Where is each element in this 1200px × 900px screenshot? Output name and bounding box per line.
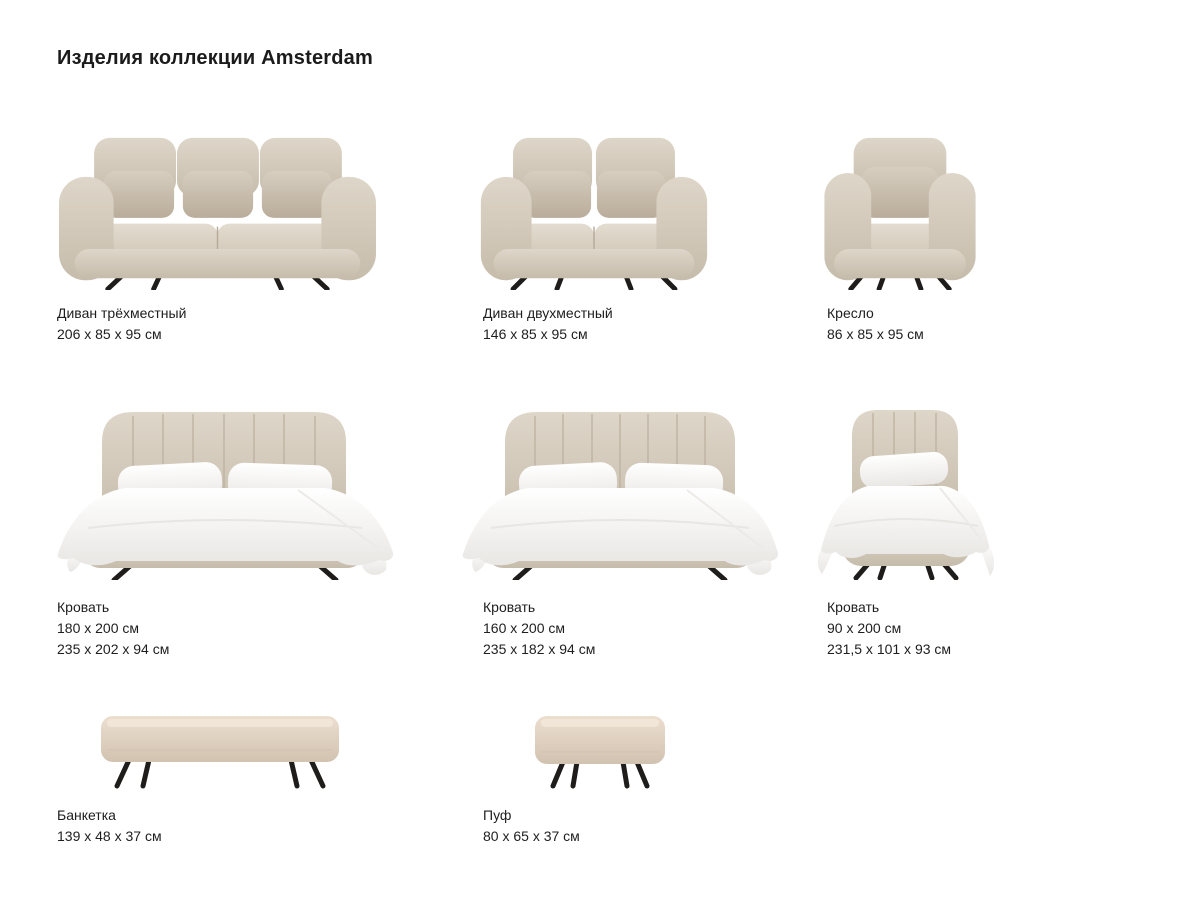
- bed-180-illustration: [48, 408, 402, 580]
- product-dimensions: 235 x 202 x 94 см: [57, 641, 170, 657]
- product-dimensions: 86 x 85 x 95 см: [827, 326, 924, 342]
- product-dimensions: 235 x 182 x 94 см: [483, 641, 596, 657]
- product-sleeping-size: 160 x 200 см: [483, 620, 566, 636]
- bench-illustration: [95, 706, 345, 792]
- sofa-three-seat-illustration: [55, 132, 380, 290]
- product-name: Банкетка: [57, 807, 116, 823]
- product-name: Кресло: [827, 305, 874, 321]
- product-name: Диван двухместный: [483, 305, 613, 321]
- armchair-illustration: [822, 132, 978, 290]
- bed-160-illustration: [455, 408, 785, 580]
- product-name: Пуф: [483, 807, 512, 823]
- product-name: Кровать: [827, 599, 880, 615]
- product-dimensions: 146 x 85 x 95 см: [483, 326, 588, 342]
- bed-90-illustration: [800, 408, 1012, 580]
- product-sleeping-size: 180 x 200 см: [57, 620, 140, 636]
- product-sleeping-size: 90 x 200 см: [827, 620, 902, 636]
- product-name: Диван трёхместный: [57, 305, 187, 321]
- pouf-illustration: [525, 706, 675, 792]
- sofa-two-seat-illustration: [478, 132, 710, 290]
- product-dimensions: 80 x 65 x 37 см: [483, 828, 580, 844]
- page-title: Изделия коллекции Amsterdam: [57, 47, 373, 69]
- product-name: Кровать: [483, 599, 536, 615]
- product-dimensions: 231,5 x 101 x 93 см: [827, 641, 952, 657]
- product-name: Кровать: [57, 599, 110, 615]
- product-dimensions: 206 x 85 x 95 см: [57, 326, 162, 342]
- product-dimensions: 139 x 48 x 37 см: [57, 828, 162, 844]
